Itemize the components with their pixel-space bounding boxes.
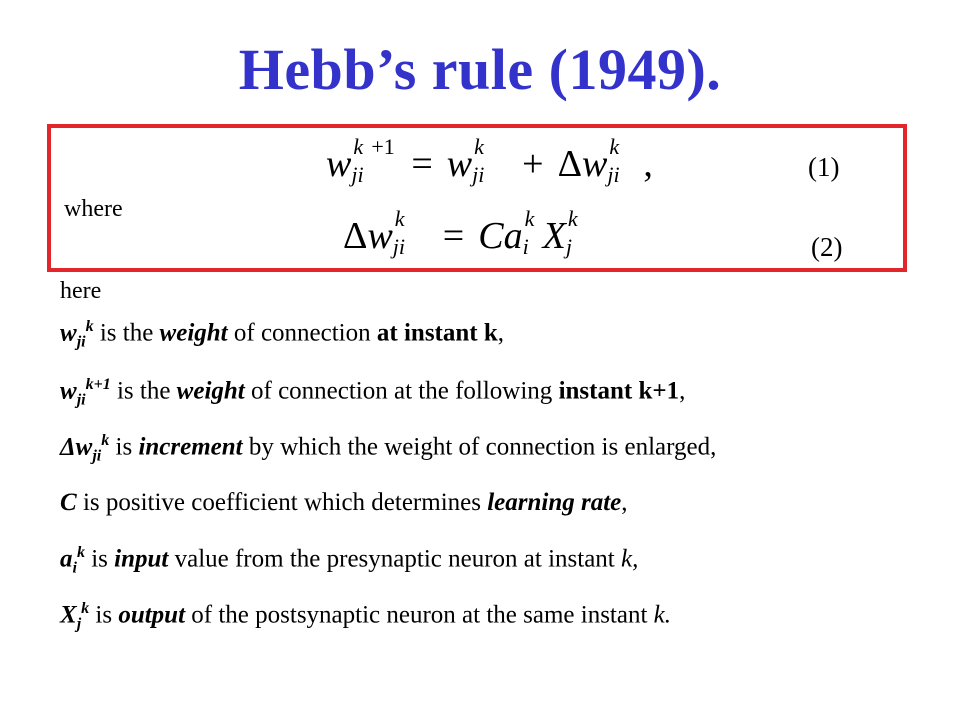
definition-w-k: $w_{ji}^k$ is the weight of connection at instant k,	[60, 318, 505, 351]
equation-1: w k +1 ji = w k ji + Δw k ji ,	[326, 134, 653, 187]
where-label: where	[64, 196, 123, 222]
slide-title: Hebb’s rule (1949).	[238, 37, 722, 102]
equation-2-number: (2)	[811, 232, 843, 262]
definition-c: C is positive coefficient which determines learning rate,	[60, 489, 628, 516]
definition-x: $X_j^k$ is output of the postsynaptic neuron at the same instant k.	[60, 600, 672, 633]
definition-delta-w: $\Delta w_{ji}^k$ is increment by which the weight of connection is enlarged,	[60, 432, 717, 465]
equation-1-number: (1)	[808, 152, 840, 182]
definition-w-k1: $w_{ji}^{k+1}$ is the weight of connection at the following instant k+1,	[60, 376, 686, 409]
definition-a: $a_i^k$ is input value from the presynaptic neuron at instant k,	[60, 544, 639, 577]
equation-box	[47, 124, 907, 272]
equation-2: Δw k ji = Ca k i X k j	[343, 206, 578, 259]
here-label: here	[60, 278, 102, 304]
